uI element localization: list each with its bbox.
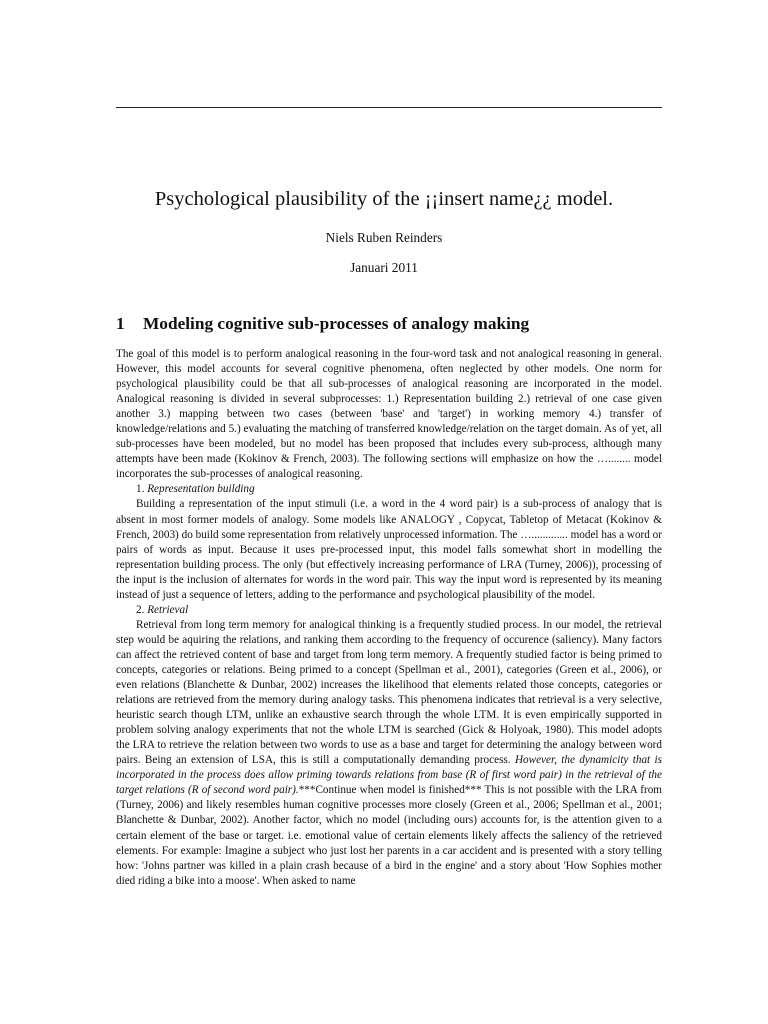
subheading-number: 1. <box>136 483 145 496</box>
body-text <box>116 347 662 889</box>
retrieval-text-italic: However, the dynamicity that is incorporated in the process does allow priming towards relations from base (R of first word pair) in the retrieval of the target relations (R of second word pair). <box>116 754 663 797</box>
section-title: Modeling cognitive sub-processes of analogy making <box>143 314 530 333</box>
paragraph-intro: The goal of this model is to perform analogical reasoning in the four-word task and not analogical reasoning in general. However, this model accounts for several cognitive phenomena, often neglected by other models. One norm for psychological plausibility could be that all sub-processes of analogical reasoning are incorporated in the model. Analogical reasoning is divided in several subprocesses: 1.) Representation building 2.) retrieval of one case given another 3.) mapping between two cases (between 'base' and 'target') in working memory 4.) transfer of knowledge/relations and 5.) evaluating the matching of transferred knowledge/relation on the target domain. As of yet, all sub-processes have been modeled, but no model has been proposed that includes every sub-process, although many attempts have been made (Kokinov & French, 2003). The following sections will emphasize on how the …........ model incorporates the sub-processes of analogical reasoning. <box>116 348 662 481</box>
author-name: Niels Ruben Reinders <box>325 230 443 245</box>
subheading-representation <box>116 482 662 497</box>
paper-date: Januari 2011 <box>350 260 418 275</box>
retrieval-text-start: Retrieval from long term memory for analogical thinking is a frequently studied process. In our model, the retrieval step would be aquiring the relations, and ranking them according to the frequency of occurence (saliency). Many factors can affect the retrieved content of base and target from long term memory. A frequently studied factor is being primed to concepts, categories or relations. Being primed to a concept (Spellman et al., 2001), categories (Green et al., 2006), or even relations (Blanchette & Dunbar, 2002) increases the likelihood that elements related those concepts, categories or relations are retrieved from the memory during analogy tasks. This phenomena indicates that retrieval is a very selective, heuristic search though LTM, unlike an exhaustive search through the whole LTM. It is even empirically supported in problem solving analogy experiments that not the whole LTM is searched (Gick & Holyoak, 1980). This model adopts the LRA to retrieve the relation between two words to use as a base and target for determining the analogy between word pairs. Being an extension of LSA, this is still a computationally demanding process. <box>116 618 662 767</box>
paper-title: Psychological plausibility of the ¡¡insert name¿¿ model. <box>154 188 614 210</box>
subheading-label: Representation building <box>147 483 255 496</box>
paragraph-retrieval <box>116 618 662 889</box>
paragraph-representation: Building a representation of the input stimuli (i.e. a word in the 4 word pair) is a sub-process of analogy that is absent in most former models of analogy. Some models like ANALOGY , Copycat, Tabletop of Metacat (Kokinov & French, 2003) do build some representation from relatively unprocessed information. The …............. model has a word or pairs of words as input. Because it uses pre-processed input, this model falls somewhat short in modelling the representation building process. The only (but effectively increasing performance of LRA (Turney, 2006)), processing of the input is the inclusion of alternates for words in the word pair. This way the input word is represented by its meaning instead of just a sequence of letters, adding to the performance and psychological plausibility of the model. <box>116 498 662 601</box>
subheading-number: 2. <box>136 603 145 616</box>
section-heading <box>116 313 662 335</box>
retrieval-text-end: ***Continue when model is finished*** This is not possible with the LRA from (Turney, 2006) and likely resembles human cognitive processes more closely (Green et al., 2006; Spellman et al., 2001; Blanchette & Dunbar, 2002). Another factor, which no model (including ours) accounts for, is the attention given to a certain element of the base or target. i.e. emotional value of certain elements likely affects the saliency of the retrieved elements. For example: Imagine a subject who just lost her parents in a car accident and is presented with a story telling how: 'Johns partner was killed in a plain crash because of a bird in the engine' and a story about 'How Sophies mother died riding a bike into a moose'. When asked to name <box>116 784 662 887</box>
header-rule <box>116 107 662 108</box>
section-number: 1 <box>116 314 125 333</box>
subheading-label: Retrieval <box>147 603 189 616</box>
subheading-retrieval <box>116 603 662 618</box>
